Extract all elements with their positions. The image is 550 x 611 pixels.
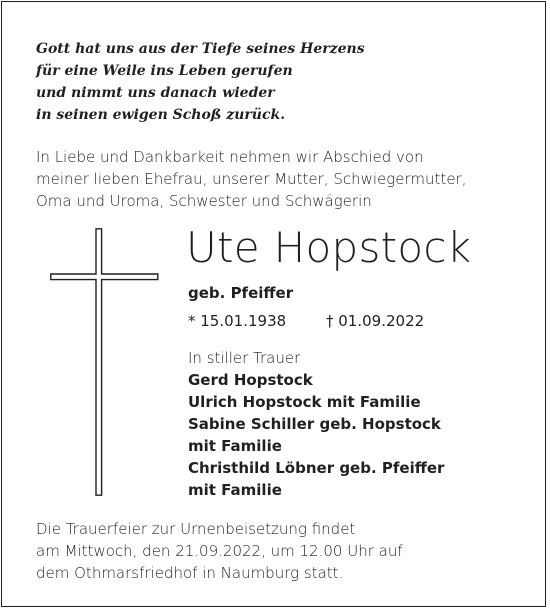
mourner-line: mit Familie	[188, 437, 282, 455]
quote-line: Gott hat uns aus der Tiefe seines Herzens	[36, 41, 365, 57]
funeral-line: dem Othmarsfriedhof in Naumburg statt.	[36, 564, 344, 582]
intro-line: Oma und Uroma, Schwester und Schwägerin	[36, 192, 372, 210]
mourner-line: Christhild Löbner geb. Pfeiffer	[188, 459, 445, 477]
mourner-line: Sabine Schiller geb. Hopstock	[188, 415, 441, 433]
life-dates	[188, 311, 425, 331]
quote-line: für eine Weile ins Leben gerufen	[36, 63, 293, 79]
intro-line: meiner lieben Ehefrau, unserer Mutter, Schwiegermutter,	[36, 170, 467, 188]
birth-name: geb. Pfeiffer	[188, 284, 294, 302]
funeral-line: Die Trauerfeier zur Urnenbeisetzung findet	[36, 520, 356, 538]
death-date: † 01.09.2022	[326, 312, 425, 330]
mourners-lead: In stiller Trauer	[188, 349, 301, 367]
deceased-name: Ute Hopstock	[186, 223, 472, 272]
mourner-line: Gerd Hopstock	[188, 371, 313, 389]
quote-line: in seinen ewigen Schoß zurück.	[36, 107, 286, 123]
mourners-list	[188, 347, 444, 501]
intro-line: In Liebe und Dankbarkeit nehmen wir Abschied von	[36, 148, 424, 166]
farewell-intro	[36, 146, 466, 212]
mourner-line: Ulrich Hopstock mit Familie	[188, 393, 421, 411]
cross-icon	[50, 228, 160, 496]
mourner-line: mit Familie	[188, 481, 282, 499]
quote-line: und nimmt uns danach wieder	[36, 85, 275, 101]
birth-date: * 15.01.1938	[188, 312, 287, 330]
funeral-details	[36, 518, 403, 584]
funeral-line: am Mittwoch, den 21.09.2022, um 12.00 Uhr auf	[36, 542, 403, 560]
memorial-quote	[36, 38, 365, 126]
